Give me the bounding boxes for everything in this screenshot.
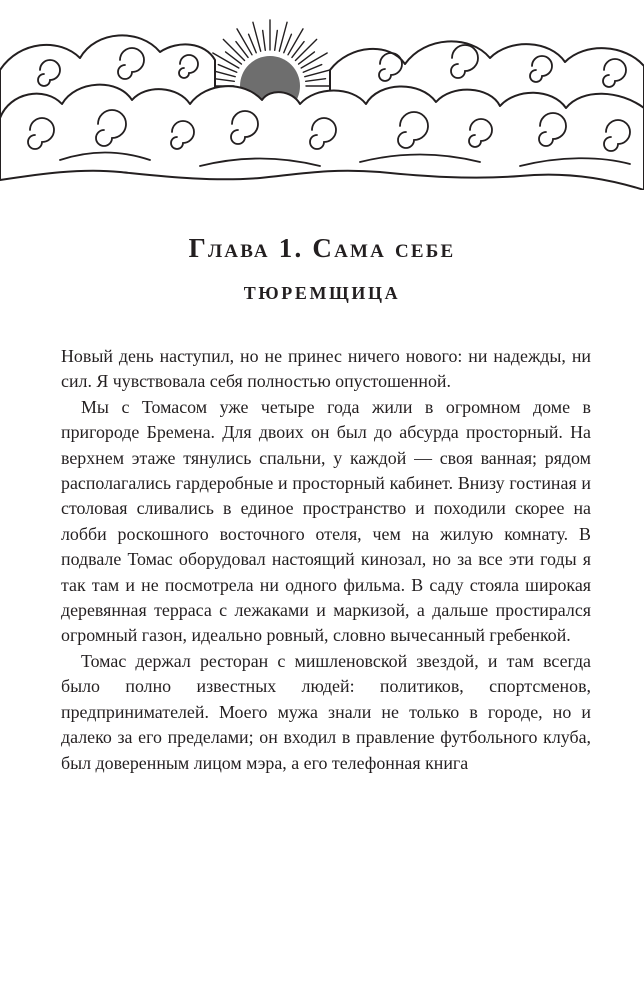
chapter-title-line-2: тюремщица [243, 278, 401, 305]
sun-ray [223, 39, 244, 60]
chapter-title-line-1: Глава 1. Сама себе [188, 233, 456, 263]
paragraph: Томас держал ресторан с мишленовской звездой, и там всегда было полно известных людей: политиков, спортсменов, предпринимателей. Моего мужа знали не только в городе, но и далеко за его пределами; он входил в правление футбольного клуба, был доверенным лицом мэра, а его телефонная книга [61, 650, 591, 773]
sun-ray [295, 39, 316, 60]
sun-clouds-ornament-icon [0, 0, 644, 190]
chapter-title [0, 226, 644, 314]
paragraph: Новый день наступил, но не принес ничего нового: ни надежды, ни сил. Я чувствовала себя полностью опустошенной. [61, 346, 591, 392]
sun-ray [306, 79, 326, 82]
sun-ray [288, 29, 303, 55]
sun-ray [263, 30, 266, 50]
sun-ray [301, 53, 327, 68]
chapter-body [61, 344, 591, 776]
sun-ray [214, 79, 234, 82]
paragraph: Мы с Томасом уже четыре года жили в огромном доме в пригороде Бремена. Для двоих он был до абсурда просторный. На верхнем этаже тянулись спальни, у каждой — своя ванная; рядом располагались гардеробные и просторный кабинет. Внизу гостиная и столовая сливались в единое пространство и походили скорее на лобби роскошного восточного отеля, чем на жилую комнату. В подвале Томас оборудовал настоящий кинозал, но за все эти годы я так там и не посмотрела ни одного фильма. В саду стояла широкая деревянная терраса с лежаками и маркизой, а дальше простирался огромный газон, идеально ровный, словно вычесанный гребенкой. [61, 396, 591, 646]
sun-ray [213, 53, 239, 68]
sun-ray [237, 29, 252, 55]
sun-ray [275, 30, 278, 50]
